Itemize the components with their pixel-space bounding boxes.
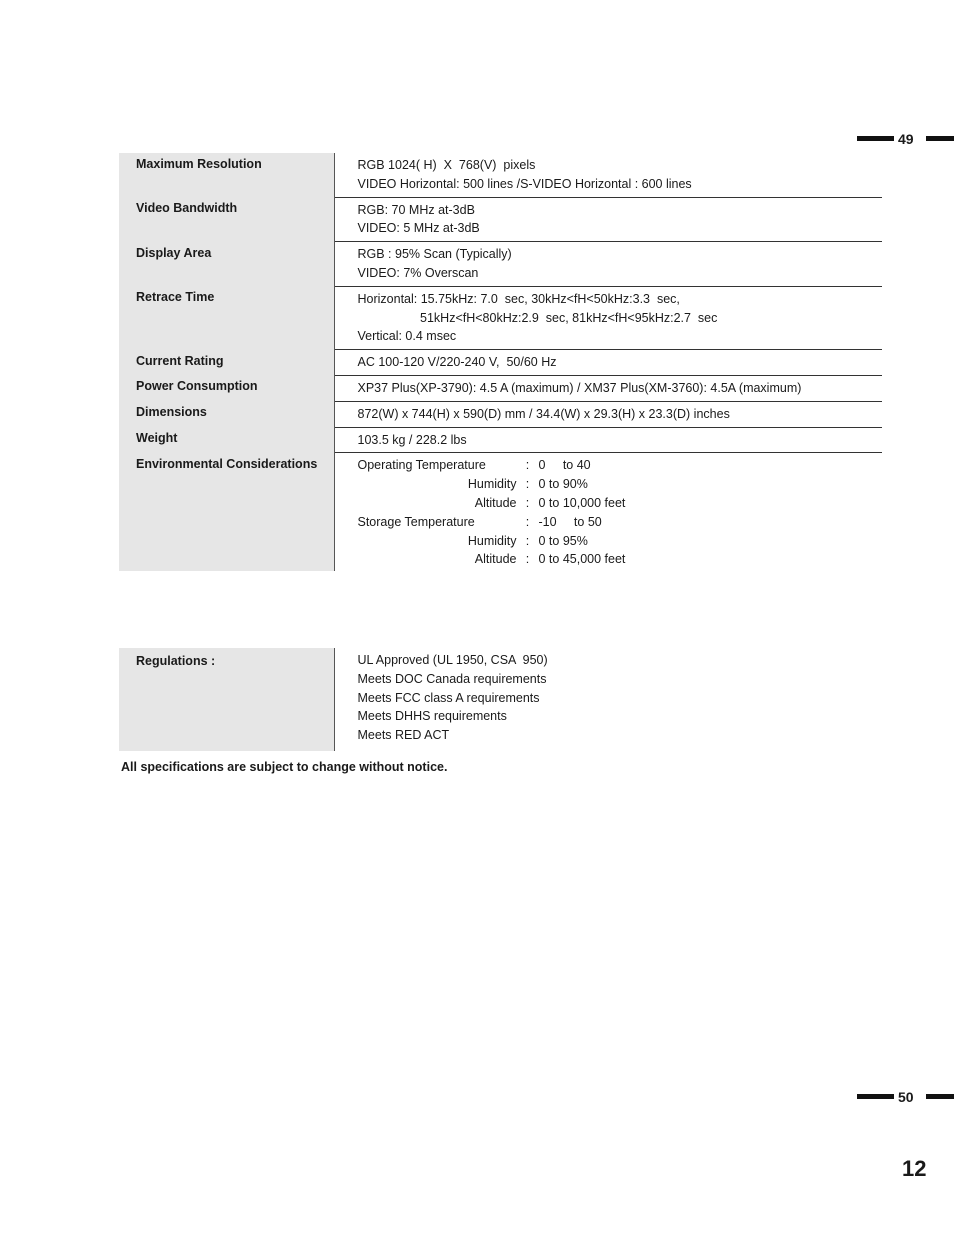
spec-value-line: Horizontal: 15.75kHz: 7.0 sec, 30kHz<fH<50kHz:3.3 sec, bbox=[357, 291, 680, 306]
environment-range: 0 to 95% bbox=[538, 533, 588, 548]
environment-range: 0 to 10,000 feet bbox=[538, 495, 626, 510]
spec-value-line: VIDEO: 5 MHz at-3dB bbox=[357, 221, 480, 236]
spec-value-line: RGB: 70 MHz at-3dB bbox=[357, 202, 475, 217]
specifications-table bbox=[119, 153, 882, 571]
environment-label: Environmental Considerations bbox=[119, 453, 334, 571]
environment-range: 0 to 40 bbox=[538, 458, 591, 473]
environment-line bbox=[358, 550, 883, 569]
environment-line bbox=[358, 513, 883, 532]
marker-number: 50 bbox=[898, 1089, 914, 1105]
environment-line bbox=[358, 494, 883, 513]
regulation-line: Meets DHHS requirements bbox=[357, 709, 507, 724]
spec-value-line: VIDEO Horizontal: 500 lines /S-VIDEO Horizontal : 600 lines bbox=[357, 176, 692, 191]
environment-range: 0 to 45,000 feet bbox=[538, 552, 626, 567]
spec-label: Video Bandwidth bbox=[119, 197, 334, 242]
environment-separator: : bbox=[525, 458, 530, 473]
environment-condition: Altitude bbox=[474, 495, 517, 510]
spec-value-line: VIDEO: 7% Overscan bbox=[357, 265, 479, 280]
regulation-line: Meets DOC Canada requirements bbox=[357, 671, 547, 686]
environment-condition: Operating Temperature bbox=[357, 458, 486, 473]
spec-value-line: RGB 1024( H) X 768(V) pixels bbox=[357, 158, 536, 172]
spec-value bbox=[334, 401, 882, 427]
spec-label: Maximum Resolution bbox=[119, 153, 334, 197]
environment-line bbox=[358, 456, 883, 475]
spec-label: Dimensions bbox=[119, 401, 334, 427]
page-marker-bottom bbox=[857, 1089, 954, 1105]
spec-value bbox=[334, 242, 882, 287]
spec-label: Power Consumption bbox=[119, 375, 334, 401]
spec-value-line: AC 100-120 V/220-240 V, 50/60 Hz bbox=[357, 355, 557, 370]
environment-condition: Altitude bbox=[474, 552, 517, 567]
spec-value bbox=[334, 375, 882, 401]
change-notice: All specifications are subject to change without notice. bbox=[121, 760, 448, 774]
spec-label: Current Rating bbox=[119, 350, 334, 376]
regulations-row bbox=[119, 648, 882, 751]
spec-label: Weight bbox=[119, 427, 334, 453]
spec-row bbox=[119, 197, 882, 242]
spec-row bbox=[119, 401, 882, 427]
spec-value-line: 103.5 kg / 228.2 lbs bbox=[357, 432, 467, 447]
spec-row bbox=[119, 286, 882, 349]
page-number: 12 bbox=[902, 1156, 927, 1181]
environment-condition: Humidity bbox=[467, 533, 517, 548]
environment-separator: : bbox=[525, 552, 530, 567]
spec-label: Retrace Time bbox=[119, 286, 334, 349]
regulations-value bbox=[334, 648, 882, 751]
environment-row bbox=[119, 453, 882, 571]
environment-value bbox=[334, 453, 882, 571]
spec-row bbox=[119, 350, 882, 376]
spec-row bbox=[119, 153, 882, 197]
spec-row bbox=[119, 375, 882, 401]
regulation-line: Meets RED ACT bbox=[357, 728, 450, 743]
spec-row bbox=[119, 427, 882, 453]
spec-value-line: XP37 Plus(XP-3790): 4.5 A (maximum) / XM37 Plus(XM-3760): 4.5A (maximum) bbox=[357, 380, 802, 395]
spec-value bbox=[334, 350, 882, 376]
spec-value-line: Vertical: 0.4 msec bbox=[357, 329, 457, 344]
environment-separator: : bbox=[525, 477, 530, 492]
marker-bar-left bbox=[857, 1094, 894, 1099]
environment-range: -10 to 50 bbox=[538, 514, 602, 529]
marker-number: 49 bbox=[898, 131, 914, 147]
spec-value-line: 51kHz<fH<80kHz:2.9 sec, 81kHz<fH<95kHz:2.7 sec bbox=[357, 310, 718, 325]
spec-row bbox=[119, 242, 882, 287]
regulations-label: Regulations : bbox=[119, 648, 334, 751]
spec-value-line: RGB : 95% Scan (Typically) bbox=[357, 247, 512, 262]
regulation-line: Meets FCC class A requirements bbox=[357, 690, 540, 705]
page-marker-top bbox=[857, 131, 954, 147]
environment-condition: Humidity bbox=[467, 477, 517, 492]
spec-value bbox=[334, 197, 882, 242]
spec-value bbox=[334, 427, 882, 453]
environment-range: 0 to 90% bbox=[538, 477, 588, 492]
marker-bar-right bbox=[926, 1094, 954, 1099]
environment-line bbox=[358, 532, 883, 551]
regulation-line: UL Approved (UL 1950, CSA 950) bbox=[357, 653, 548, 667]
marker-bar-left bbox=[857, 136, 894, 141]
environment-condition: Storage Temperature bbox=[357, 514, 475, 529]
environment-line bbox=[358, 475, 883, 494]
spec-value bbox=[334, 153, 882, 197]
spec-value bbox=[334, 286, 882, 349]
marker-bar-right bbox=[926, 136, 954, 141]
environment-separator: : bbox=[525, 514, 530, 529]
spec-value-line: 872(W) x 744(H) x 590(D) mm / 34.4(W) x 29.3(H) x 23.3(D) inches bbox=[357, 406, 730, 421]
environment-separator: : bbox=[525, 495, 530, 510]
spec-label: Display Area bbox=[119, 242, 334, 287]
regulations-table bbox=[119, 648, 882, 751]
environment-separator: : bbox=[525, 533, 530, 548]
